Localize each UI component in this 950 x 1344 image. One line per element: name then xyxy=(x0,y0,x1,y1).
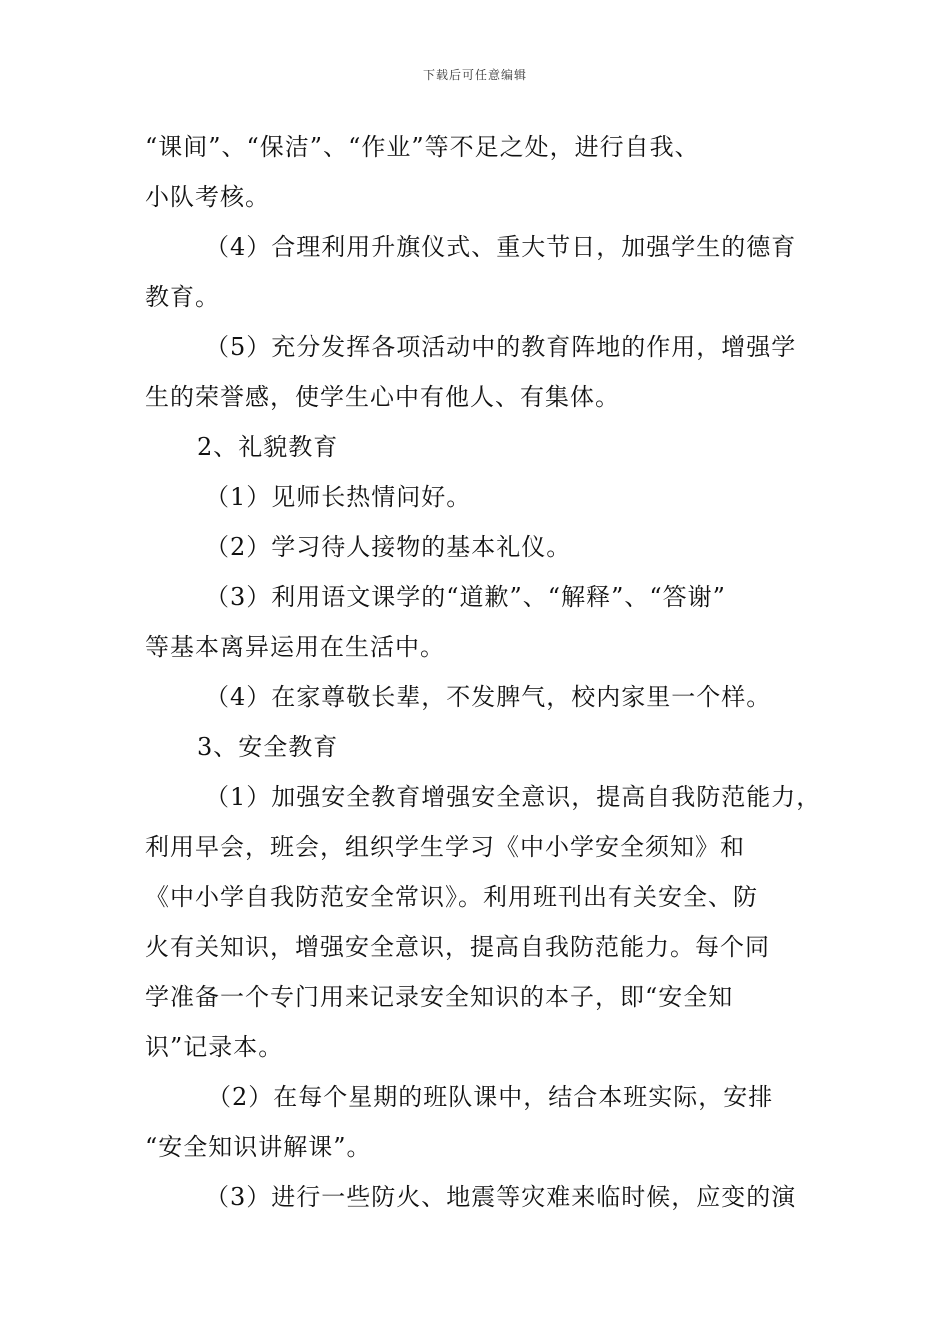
paragraph-line: 生的荣誉感，使学生心中有他人、有集体。 xyxy=(145,383,620,411)
paragraph-line: （1）见师长热情问好。 xyxy=(205,483,472,511)
document-body xyxy=(145,122,825,1222)
paragraph-line: （1）加强安全教育增强安全意识，提高自我防范能力， xyxy=(205,783,822,811)
paragraph-line: 利用早会，班会，组织学生学习《中小学安全须知》和 xyxy=(145,833,745,861)
paragraph-line: 火有关知识，增强安全意识，提高自我防范能力。每个同 xyxy=(145,933,770,961)
paragraph-line: （2）在每个星期的班队课中，结合本班实际，安排 xyxy=(207,1083,774,1111)
paragraph-line: （4）合理利用升旗仪式、重大节日，加强学生的德育 xyxy=(205,233,797,261)
paragraph-line: “安全知识讲解课”。 xyxy=(145,1133,372,1161)
paragraph-line: 小队考核。 xyxy=(145,183,270,211)
paragraph-line: 学准备一个专门用来记录安全知识的本子，即“安全知 xyxy=(145,983,734,1011)
paragraph-line: 教育。 xyxy=(145,283,220,311)
paragraph-line: （4）在家尊敬长辈，不发脾气，校内家里一个样。 xyxy=(205,683,772,711)
paragraph-line: 等基本离异运用在生活中。 xyxy=(145,633,445,661)
paragraph-line: （2）学习待人接物的基本礼仪。 xyxy=(205,533,572,561)
paragraph-line: （3）利用语文课学的“道歉”、“解释”、“答谢” xyxy=(205,583,726,611)
section-heading: 3、安全教育 xyxy=(197,733,339,761)
paragraph-line: 《中小学自我防范安全常识》。利用班刊出有关安全、防 xyxy=(145,883,758,911)
section-heading: 2、礼貌教育 xyxy=(197,433,339,461)
paragraph-line: 识”记录本。 xyxy=(145,1033,284,1061)
paragraph-line: “课间”、“保洁”、“作业”等不足之处，进行自我、 xyxy=(145,133,700,161)
paragraph-line: （3）进行一些防火、地震等灾难来临时候，应变的演 xyxy=(205,1183,797,1211)
page-header: 下载后可任意编辑 xyxy=(422,68,527,82)
paragraph-line: （5）充分发挥各项活动中的教育阵地的作用，增强学 xyxy=(205,333,797,361)
